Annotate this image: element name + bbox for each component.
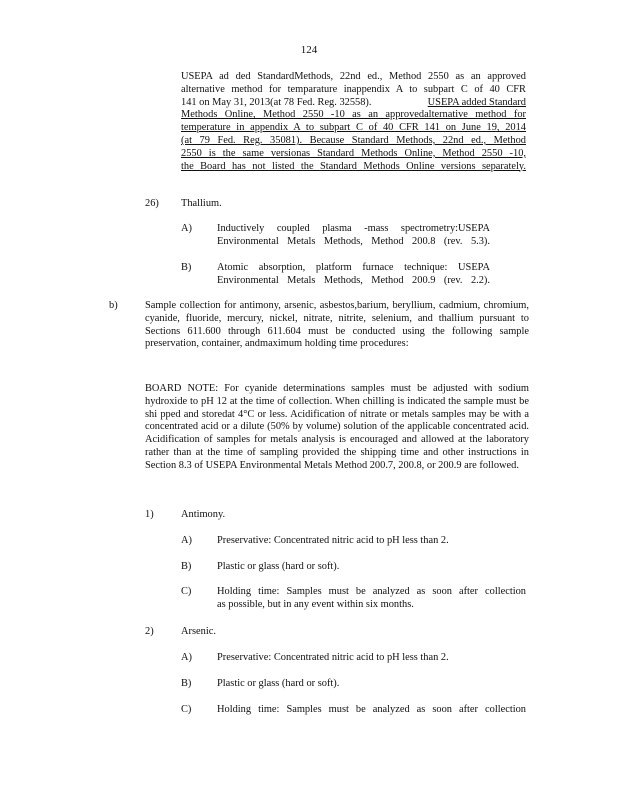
text-line: Environmental Metals Methods, Method 200.8 (rev. 5.3).: [217, 235, 490, 247]
item-1-a-text: Preservative: Concentrated nitric acid to pH less than 2.: [217, 535, 449, 546]
item-26-number: 26): [145, 198, 159, 209]
board-note-paragraph: BOARD NOTE: For cyanide determinations samples must be adjusted with sodium hydroxide to pH 12 at the time of collection. When chilling is indicated the sample must be shi pped and storedat 4°C or less. Acidification of nitrate or metals samples may be with a concentrated acid or a dilute (50% by volume) solution of the applicable concentrated acid. Acidification of samples for metals analysis is encouraged and allowed at the laboratory rather than at the time of sampling provided the shipping time and other instructions in Section 8.3 of USEPA Environmental Metals Method 200.7, 200.8, or 200.9 are followed.: [145, 383, 529, 471]
text-line: Atomic absorption, platform furnace technique: USEPA: [217, 262, 490, 273]
item-1-a-label: A): [181, 535, 192, 546]
section-b-paragraph: Sample collection for antimony, arsenic, asbestos,barium, beryllium, cadmium, chromium, cyanide, fluoride, mercury, nickel, nitrate, nitrite, selenium, and thallium pursuant to Sections 611.600 through 611.604 must be conducted using the following sample preservation, container, andmaximum holding time procedures:: [145, 300, 529, 350]
item-1-number: 1): [145, 509, 154, 520]
section-b-label: b): [109, 300, 118, 311]
item-2-number: 2): [145, 626, 154, 637]
continuation-paragraph: [181, 71, 526, 173]
item-1-c-text: [217, 586, 526, 612]
item-2-c-text: Holding time: Samples must be analyzed as soon after collection: [217, 704, 526, 715]
text-line: USEPA ad ded StandardMethods, 22nd ed., Method 2550 as an approved: [181, 71, 526, 82]
text-line: Inductively coupled plasma -mass spectrometry:USEPA: [217, 223, 490, 234]
item-2-title: Arsenic.: [181, 626, 216, 637]
item-1-title: Antimony.: [181, 509, 226, 520]
item-1-c-label: C): [181, 586, 192, 597]
item-26-a-text: [217, 223, 490, 249]
item-2-b-text: Plastic or glass (hard or soft).: [217, 678, 340, 689]
page-number: 124: [300, 44, 318, 56]
item-1-b-label: B): [181, 561, 192, 572]
text-line: 2550 is the same versionas Standard Methods Online, Method 2550 -10,: [181, 147, 526, 159]
item-1-b-text: Plastic or glass (hard or soft).: [217, 561, 340, 572]
underlined-insertion: USEPA added Standard: [427, 96, 526, 108]
text-line: temperature in appendix A to subpart C of 40 CFR 141 on June 19, 2014: [181, 122, 526, 134]
text-line: alternative method for temparature inappendix A to subpart C of 40 CFR: [181, 83, 526, 95]
text-line: (at 79 Fed. Reg. 35081). Because Standard Methods, 22nd ed., Method: [181, 134, 526, 146]
item-26-title: Thallium.: [181, 198, 222, 209]
item-2-b-label: B): [181, 678, 192, 689]
text-line: as possible, but in any event within six months.: [217, 598, 414, 610]
text-line: the Board has not listed the Standard Methods Online versions separately.: [181, 160, 526, 172]
text-line: [181, 97, 526, 110]
text-line: Methods Online, Method 2550 -10 as an approvedalternative method for: [181, 109, 526, 121]
item-2-c-label: C): [181, 704, 192, 715]
item-2-a-text: Preservative: Concentrated nitric acid to pH less than 2.: [217, 652, 449, 663]
item-26-a-label: A): [181, 223, 192, 234]
text-line: Holding time: Samples must be analyzed as soon after collection: [217, 586, 526, 597]
item-26-b-text: [217, 262, 490, 288]
item-2-a-label: A): [181, 652, 192, 663]
text-line: Environmental Metals Methods, Method 200.9 (rev. 2.2).: [217, 274, 490, 286]
item-26-b-label: B): [181, 262, 192, 273]
text-segment: 141 on May 31, 2013(at 78 Fed. Reg. 32558).: [181, 96, 372, 108]
